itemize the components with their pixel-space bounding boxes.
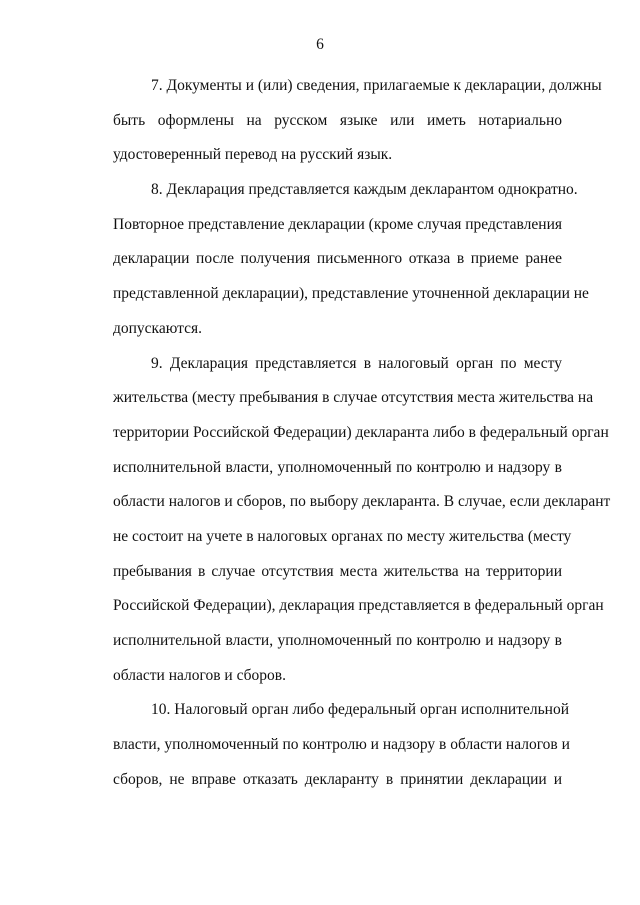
text-line: исполнительной власти, уполномоченный по контролю и надзору в [113, 632, 562, 649]
paragraph-7 [75, 69, 602, 173]
text-line: пребывания в случае отсутствия места жительства на территории [113, 562, 562, 580]
text-line: власти, уполномоченный по контролю и надзору в области налогов и [113, 736, 570, 754]
text-line: быть оформлены на русском языке или иметь нотариально [113, 111, 562, 129]
text-line: 10. Налоговый орган либо федеральный орган исполнительной [151, 701, 569, 719]
text-line: удостоверенный перевод на русский язык. [113, 146, 393, 164]
text-line: 8. Декларация представляется каждым декларантом однократно. [151, 181, 578, 199]
text-line: 7. Документы и (или) сведения, прилагаемые к декларации, должны [151, 77, 602, 94]
text-line: Повторное представление декларации (кроме случая представления [113, 215, 562, 233]
paragraph-10 [75, 693, 570, 797]
text-line: территории Российской Федерации) декларанта либо в федеральный орган [113, 423, 609, 441]
text-line: сборов, не вправе отказать декларанту в принятии декларации и [113, 770, 562, 788]
text-line: не состоит на учете в налоговых органах по месту жительства (месту [113, 527, 572, 545]
paragraph-8 [75, 173, 589, 346]
text-line: исполнительной власти, уполномоченный по контролю и надзору в [113, 458, 562, 476]
text-line: представленной декларации), представление уточненной декларации не [113, 285, 589, 303]
text-line: Российской Федерации), декларация представляется в федеральный орган [113, 597, 604, 615]
page-number: 6 [316, 36, 324, 53]
text-line: 9. Декларация представляется в налоговый орган по месту [151, 354, 562, 372]
text-line: области налогов и сборов, по выбору декларанта. В случае, если декларант [113, 493, 611, 511]
paragraph-9 [75, 347, 611, 694]
document-body [75, 69, 611, 797]
text-line: жительства (месту пребывания в случае отсутствия места жительства на [113, 389, 594, 407]
text-line: допускаются. [113, 319, 202, 337]
text-line: декларации после получения письменного отказа в приеме ранее [113, 250, 562, 268]
text-line: области налогов и сборов. [113, 666, 286, 684]
